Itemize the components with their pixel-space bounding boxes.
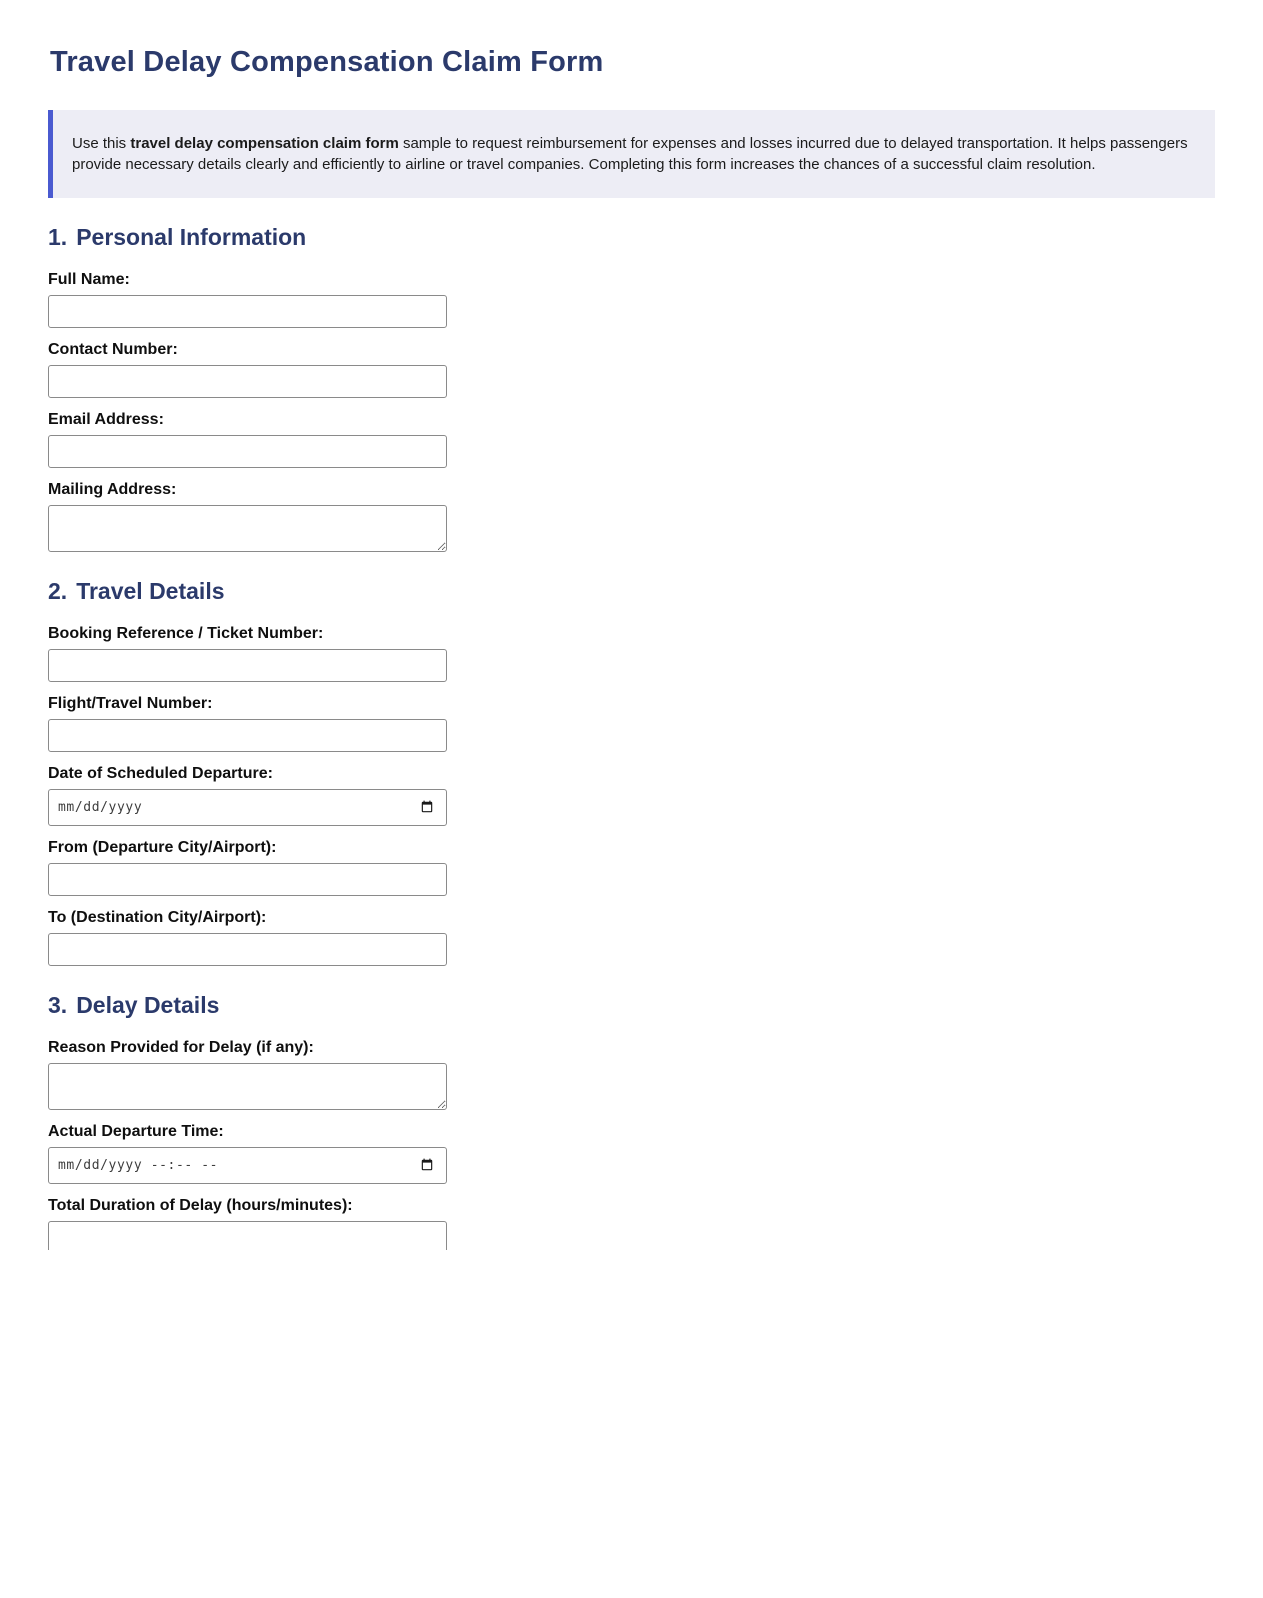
section-travel-details-title xyxy=(48,578,1215,605)
section-title-text: Travel Details xyxy=(76,577,225,604)
email-address-input[interactable] xyxy=(48,435,447,468)
field-flight-number xyxy=(48,695,1215,752)
scheduled-departure-date-input[interactable] xyxy=(48,789,447,826)
calendar-icon[interactable] xyxy=(419,1157,435,1173)
scheduled-departure-date-label: Date of Scheduled Departure: xyxy=(48,764,273,782)
field-departure-city xyxy=(48,839,1215,896)
section-title-text: Delay Details xyxy=(76,991,220,1018)
field-destination-city xyxy=(48,909,1215,966)
section-personal-information xyxy=(48,224,1215,552)
section-travel-details xyxy=(48,578,1215,966)
intro-text-bold: travel delay compensation claim form xyxy=(130,134,399,152)
date-placeholder-text: mm/dd/yyyy xyxy=(58,799,143,815)
actual-departure-time-input[interactable] xyxy=(48,1147,447,1184)
intro-text xyxy=(72,133,1191,175)
delay-reason-input[interactable] xyxy=(48,1063,447,1110)
mailing-address-label: Mailing Address: xyxy=(48,480,177,498)
field-full-name xyxy=(48,271,1215,328)
contact-number-input[interactable] xyxy=(48,365,447,398)
delay-reason-label: Reason Provided for Delay (if any): xyxy=(48,1038,314,1056)
field-mailing-address xyxy=(48,481,1215,552)
intro-text-after: sample to request reimbursement for expenses and losses incurred due to delayed transportation. It helps passengers provide necessary details clearly and efficiently to airline or travel companies. Completing this form increases the chances of a successful claim resolution. xyxy=(72,134,1188,173)
contact-number-label: Contact Number: xyxy=(48,340,178,358)
field-email-address xyxy=(48,411,1215,468)
full-name-input[interactable] xyxy=(48,295,447,328)
section-delay-details-title xyxy=(48,992,1215,1019)
delay-duration-label: Total Duration of Delay (hours/minutes): xyxy=(48,1196,353,1214)
booking-reference-label: Booking Reference / Ticket Number: xyxy=(48,624,324,642)
flight-number-input[interactable] xyxy=(48,719,447,752)
field-delay-duration xyxy=(48,1197,1215,1250)
field-contact-number xyxy=(48,341,1215,398)
full-name-label: Full Name: xyxy=(48,270,130,288)
field-scheduled-departure-date xyxy=(48,765,1215,826)
field-booking-reference xyxy=(48,625,1215,682)
section-number: 3. xyxy=(48,991,68,1018)
section-number: 2. xyxy=(48,577,68,604)
actual-departure-time-label: Actual Departure Time: xyxy=(48,1122,224,1140)
destination-city-input[interactable] xyxy=(48,933,447,966)
datetime-placeholder-text: mm/dd/yyyy --:-- -- xyxy=(58,1157,219,1173)
form-container xyxy=(48,45,1215,1250)
section-number: 1. xyxy=(48,223,68,250)
intro-text-before: Use this xyxy=(72,134,131,152)
flight-number-label: Flight/Travel Number: xyxy=(48,694,213,712)
calendar-icon[interactable] xyxy=(419,799,435,815)
page-title: Travel Delay Compensation Claim Form xyxy=(50,46,604,78)
departure-city-label: From (Departure City/Airport): xyxy=(48,838,277,856)
email-address-label: Email Address: xyxy=(48,410,164,428)
departure-city-input[interactable] xyxy=(48,863,447,896)
booking-reference-input[interactable] xyxy=(48,649,447,682)
destination-city-label: To (Destination City/Airport): xyxy=(48,908,267,926)
section-delay-details xyxy=(48,992,1215,1250)
field-actual-departure-time xyxy=(48,1123,1215,1184)
mailing-address-input[interactable] xyxy=(48,505,447,552)
section-title-text: Personal Information xyxy=(76,223,307,250)
field-delay-reason xyxy=(48,1039,1215,1110)
intro-callout xyxy=(48,110,1215,198)
delay-duration-input[interactable] xyxy=(48,1221,447,1250)
section-personal-information-title xyxy=(48,224,1215,251)
